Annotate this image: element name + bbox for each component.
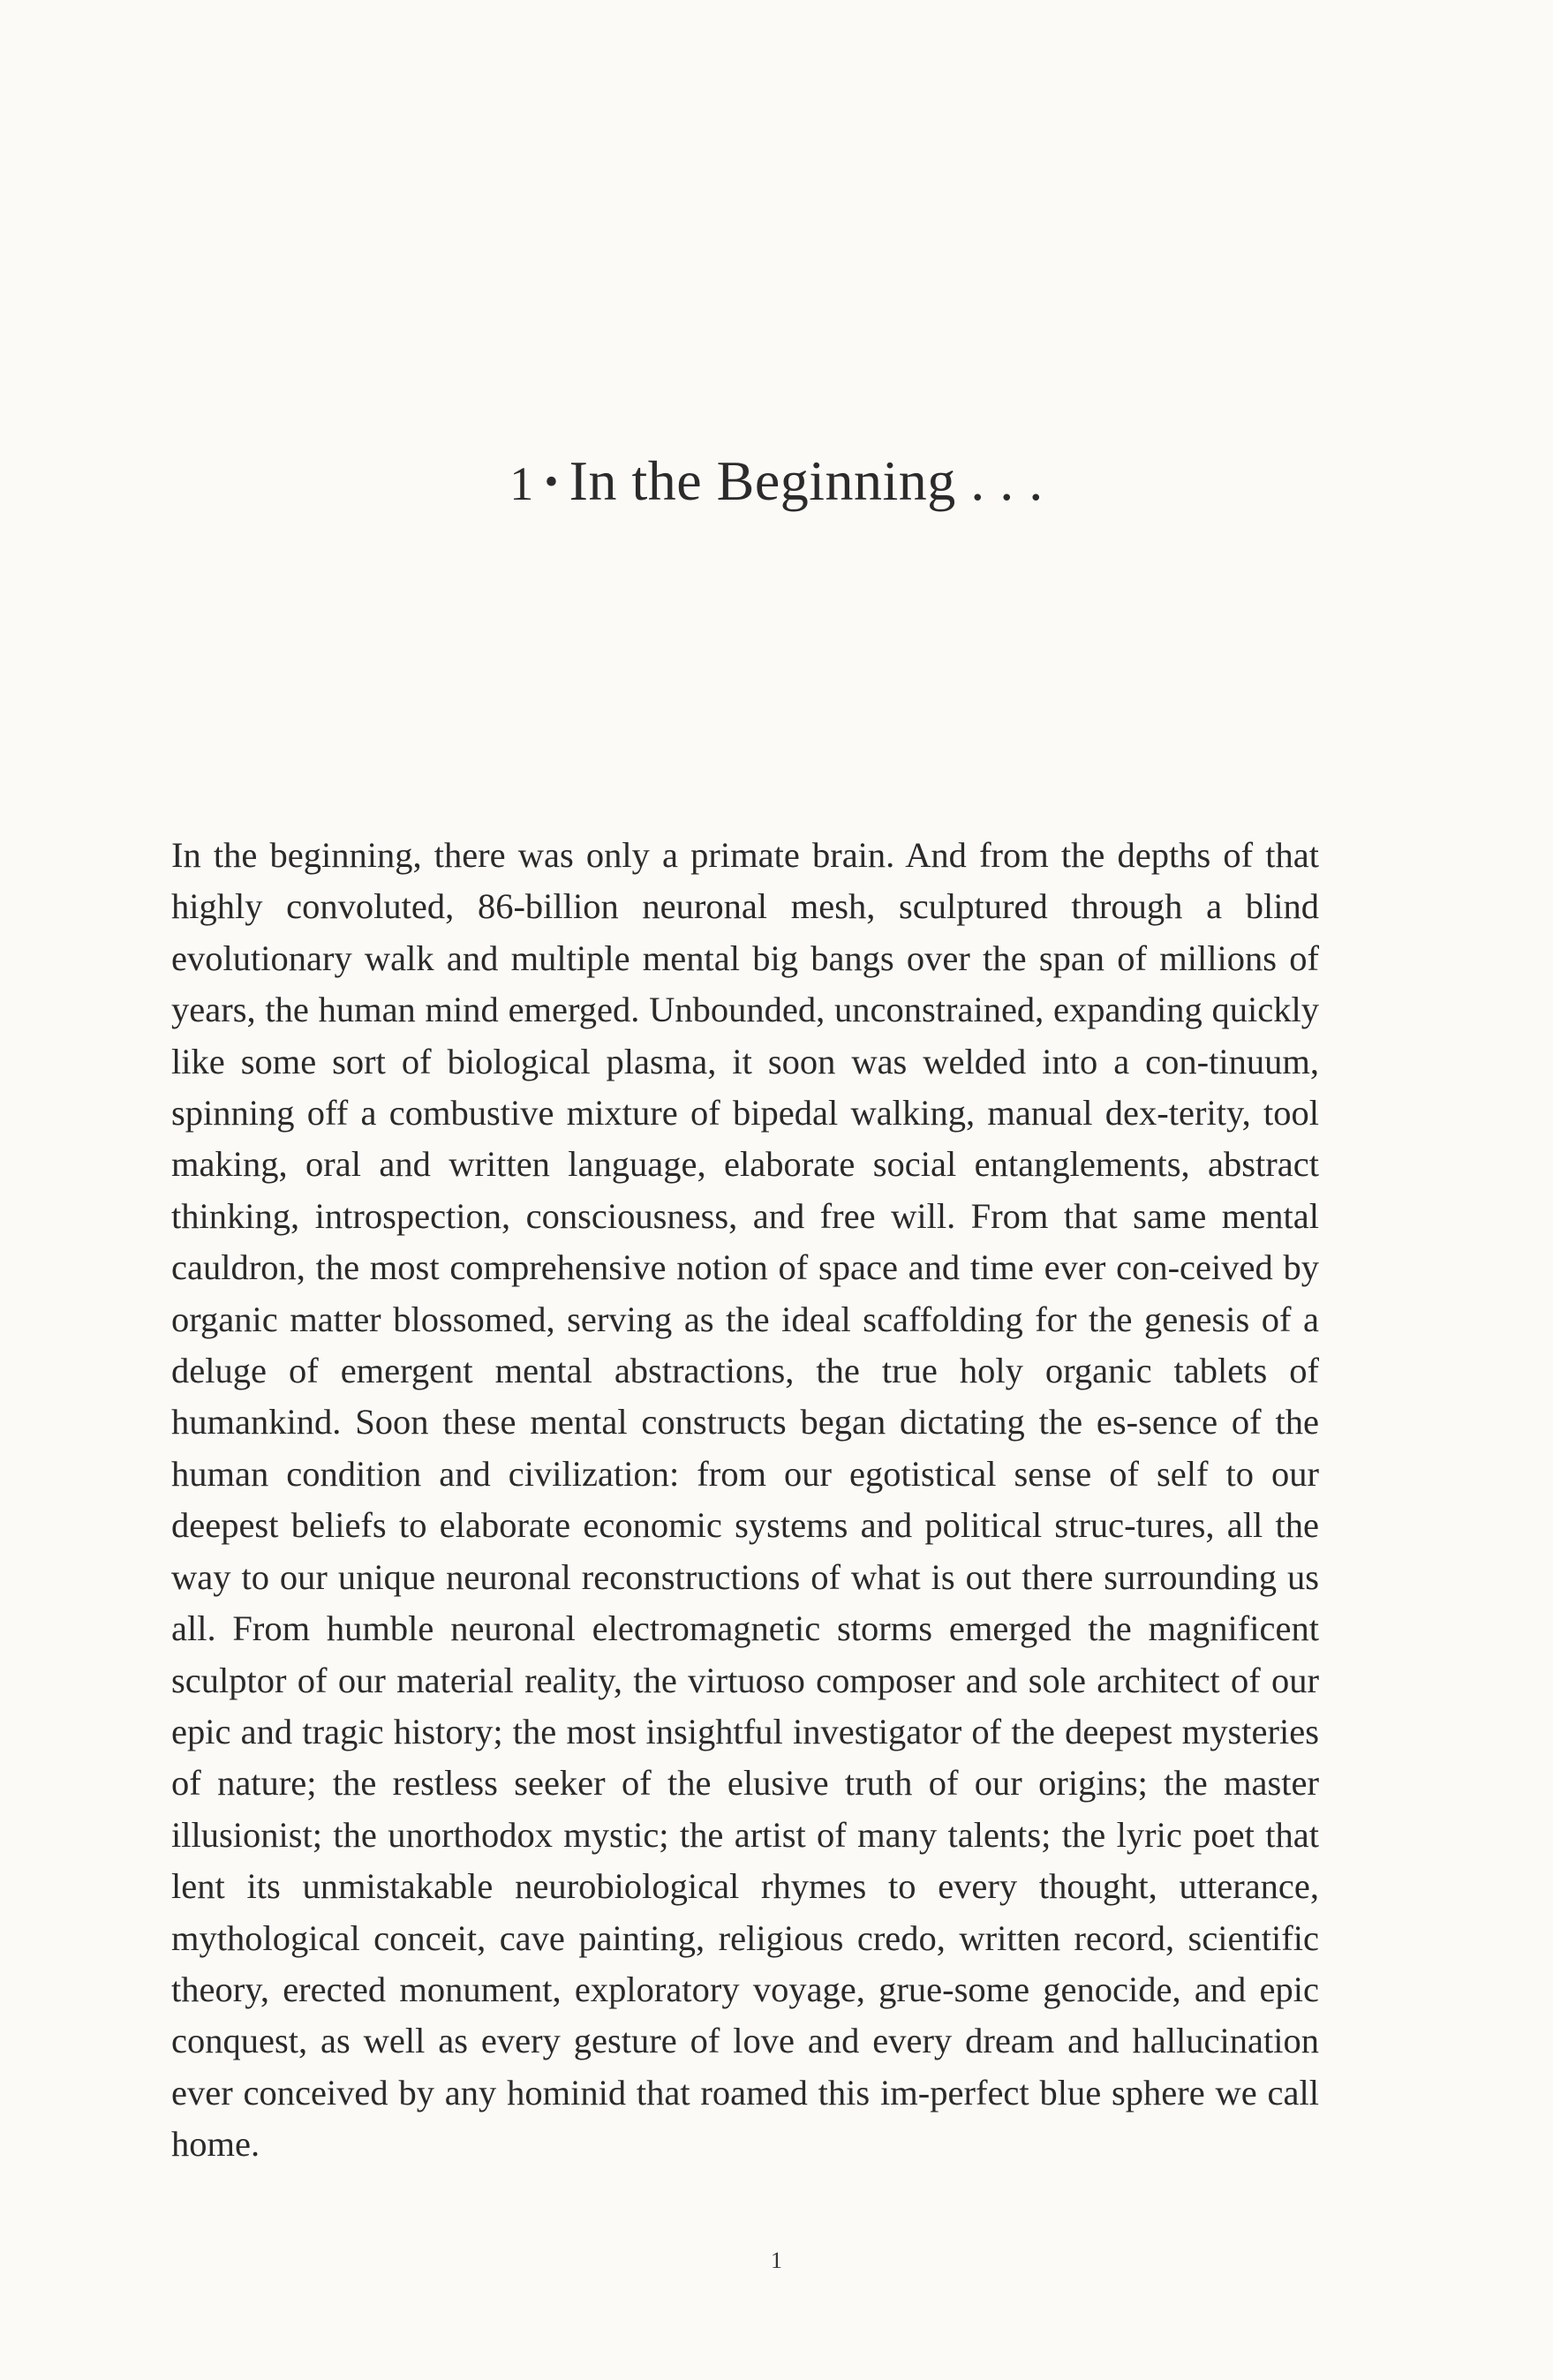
- chapter-title: In the Beginning . . .: [569, 449, 1044, 512]
- chapter-number: 1: [509, 457, 534, 510]
- chapter-separator: •: [544, 460, 559, 503]
- page-number: 1: [771, 2248, 782, 2273]
- body-paragraph: In the beginning, there was only a primate brain. And from the depths of that highly convoluted, 86-billion neuronal mesh, sculptured through a blind evolutionary walk and multiple mental big bangs over the span of millions of years, the human mind emerged. Unbounded, unconstrained, expanding quickly like some sort of biological plasma, it soon was welded into a con-tinuum, spinning off a combustive mixture of bipedal walking, manual dex-terity, tool making, oral and written language, elaborate social entanglements, abstract thinking, introspection, consciousness, and free will. From that same mental cauldron, the most comprehensive notion of space and time ever con-ceived by organic matter blossomed, serving as the ideal scaffolding for the genesis of a deluge of emergent mental abstractions, the true holy organic tablets of humankind. Soon these mental constructs began dictating the es-sence of the human condition and civilization: from our egotistical sense of self to our deepest beliefs to elaborate economic systems and political struc-tures, all the way to our unique neuronal reconstructions of what is out there surrounding us all. From humble neuronal electromagnetic storms emerged the magnificent sculptor of our material reality, the virtuoso composer and sole architect of our epic and tragic history; the most insightful investigator of the deepest mysteries of nature; the restless seeker of the elusive truth of our origins; the master illusionist; the unorthodox mystic; the artist of many talents; the lyric poet that lent its unmistakable neurobiological rhymes to every thought, utterance, mythological conceit, cave painting, religious credo, written record, scientific theory, erected monument, exploratory voyage, grue-some genocide, and epic conquest, as well as every gesture of love and every dream and hallucination ever conceived by any hominid that roamed this im-perfect blue sphere we call home.: [171, 835, 1319, 2165]
- chapter-heading: [0, 448, 1553, 514]
